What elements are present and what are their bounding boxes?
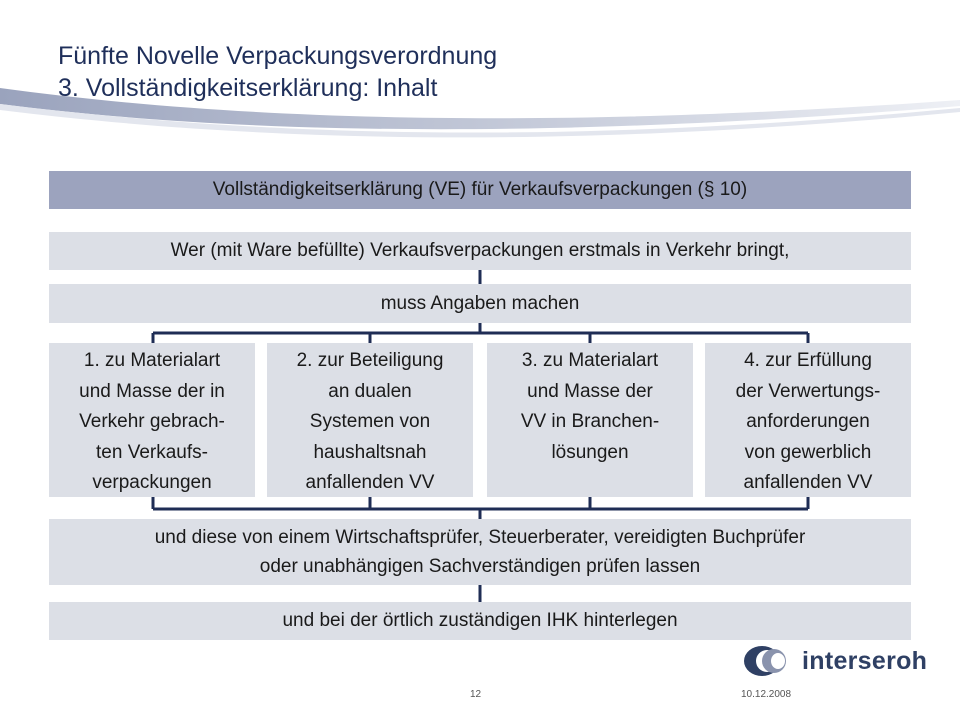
column-2-line: haushaltsnah — [313, 441, 427, 463]
who-text: Wer (mit Ware befüllte) Verkaufsverpackungen erstmals in Verkehr bringt, — [170, 240, 790, 261]
column-3-line: lösungen — [551, 441, 629, 463]
audit-line-1: und diese von einem Wirtschaftsprüfer, Steuerberater, vereidigten Buchprüfer — [154, 527, 806, 548]
column-3-line: VV in Branchen- — [520, 411, 660, 432]
column-4-line: der Verwertungs- — [735, 380, 881, 402]
column-1-line: und Masse der in — [79, 380, 225, 402]
column-1-line: verpackungen — [92, 472, 212, 493]
header-text: Vollständigkeitserklärung (VE) für Verkaufsverpackungen (§ 10) — [212, 179, 748, 200]
audit-line-2: oder unabhängigen Sachverständigen prüfen lassen — [259, 556, 701, 577]
column-3-line: und Masse der — [527, 380, 653, 402]
column-2-line: an dualen — [328, 380, 412, 402]
deposit-text: und bei der örtlich zuständigen IHK hinterlegen — [282, 610, 678, 631]
column-1-line: ten Verkaufs- — [96, 441, 208, 463]
footer-date: 10.12.2008 — [741, 689, 792, 700]
column-1-line: Verkehr gebrach- — [79, 411, 225, 432]
page-number: 12 — [470, 689, 482, 700]
column-4-line: 4. zur Erfüllung — [744, 350, 872, 371]
must-text: muss Angaben machen — [380, 292, 580, 314]
company-logo — [742, 644, 927, 678]
title-line-2: 3. Vollständigkeitserklärung: Inhalt — [58, 74, 438, 102]
title-line-1: Fünfte Novelle Verpackungsverordnung — [58, 42, 498, 70]
column-2-line: 2. zur Beteiligung — [296, 350, 444, 371]
deposit-box — [49, 602, 911, 640]
must-box — [49, 284, 911, 323]
column-3-line: 3. zu Materialart — [521, 350, 659, 371]
column-2-line: Systemen von — [309, 411, 431, 432]
column-4-line: anfallenden VV — [743, 472, 873, 493]
column-4-line: von gewerblich — [744, 441, 872, 463]
column-4 — [705, 343, 911, 497]
header-box — [49, 171, 911, 209]
who-box — [49, 232, 911, 270]
logo-text: interseroh — [802, 646, 928, 675]
column-1 — [49, 343, 255, 497]
audit-box — [49, 519, 911, 585]
column-2-line: anfallenden VV — [305, 472, 435, 493]
column-4-line: anforderungen — [746, 411, 870, 432]
column-1-line: 1. zu Materialart — [83, 350, 221, 371]
column-3 — [487, 343, 693, 497]
interseroh-logo-icon — [742, 644, 794, 678]
column-2 — [267, 343, 473, 497]
